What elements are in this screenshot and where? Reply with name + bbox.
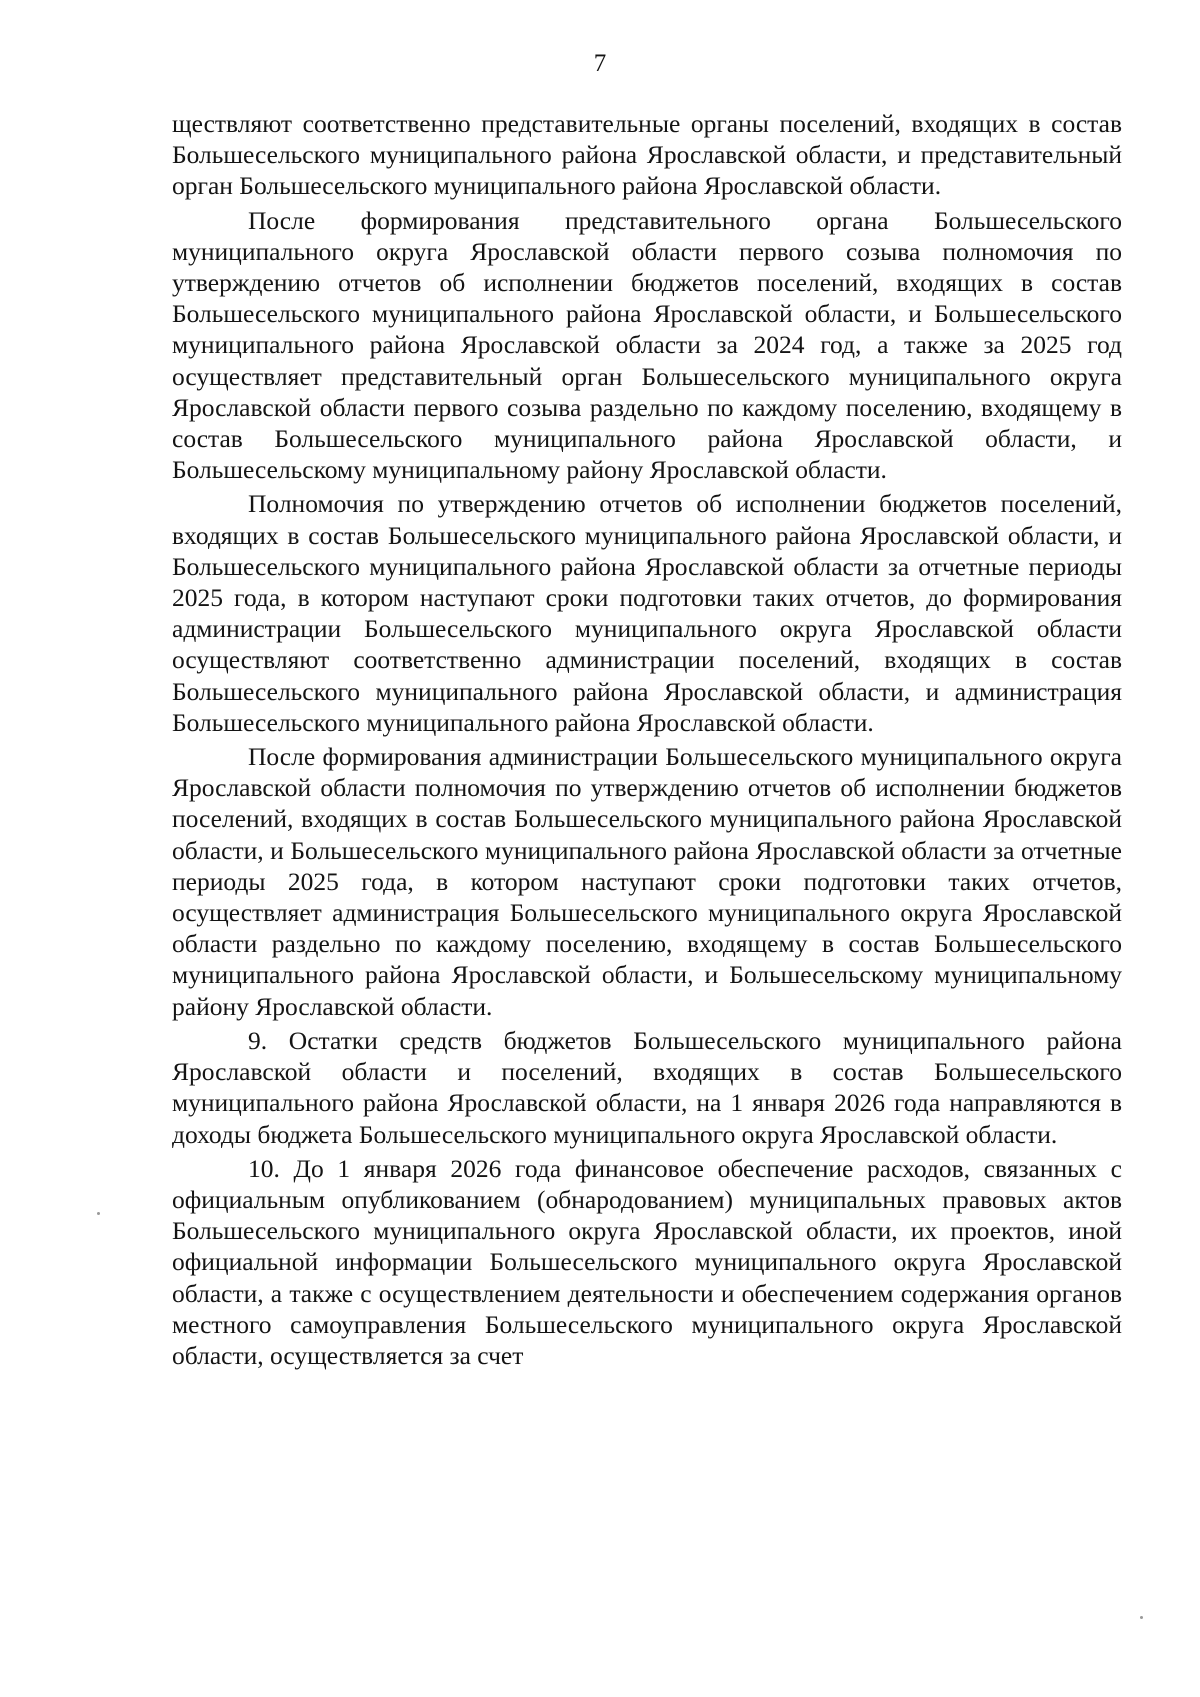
paragraph-item-10: 10. До 1 января 2026 года финансовое обеспечение расходов, связанных с официальным опубликованием (обнародованием) муниципальных правовых актов Большесельского муниципального округа Ярославской области, их проектов, иной официальной информации Большесельского муниципального округа Ярославской области, а также с осуществлением деятельности и обеспечением содержания органов местного самоуправления Большесельского муниципального округа Ярославской области, осуществляется за счет [172, 1153, 1122, 1370]
paragraph-administration-powers: Полномочия по утверждению отчетов об исполнении бюджетов поселений, входящих в состав Большесельского муниципального района Ярославской области, и Большесельского муниципального района Ярославской области за отчетные периоды 2025 года, в котором наступают сроки подготовки таких отчетов, до формирования администрации Большесельского муниципального округа Ярославской области осуществляют соответственно администрации поселений, входящих в состав Большесельского муниципального района Ярославской области, и администрация Большесельского муниципального района Ярославской области. [172, 489, 1122, 737]
page-number: 7 [593, 50, 607, 77]
document-body [172, 108, 1122, 1374]
paragraph-after-administration-formed: После формирования администрации Большесельского муниципального округа Ярославской области полномочия по утверждению отчетов об исполнении бюджетов поселений, входящих в состав Большесельского муниципального района Ярославской области, и Большесельского муниципального района Ярославской области за отчетные периоды 2025 года, в котором наступают сроки подготовки таких отчетов, осуществляет администрация Большесельского муниципального округа Ярославской области раздельно по каждому поселению, входящему в состав Большесельского муниципального района Ярославской области, и Большесельскому муниципальному району Ярославской области. [172, 742, 1122, 1021]
scan-artifact [1140, 1616, 1143, 1619]
paragraph-item-9: 9. Остатки средств бюджетов Большесельского муниципального района Ярославской области и поселений, входящих в состав Большесельского муниципального района Ярославской области, на 1 января 2026 года направляются в доходы бюджета Большесельского муниципального округа Ярославской области. [172, 1025, 1122, 1149]
scan-artifact [97, 1212, 100, 1215]
paragraph-continuation: ществляют соответственно представительные органы поселений, входящих в состав Большесельского муниципального района Ярославской области, и представительный орган Большесельского муниципального района Ярославской области. [172, 109, 1122, 201]
paragraph-representative-organ: После формирования представительного органа Большесельского муниципального округа Ярославской области первого созыва полномочия по утверждению отчетов об исполнении бюджетов поселений, входящих в состав Большесельского муниципального района Ярославской области, и Большесельского муниципального района Ярославской области за 2024 год, а также за 2025 год осуществляет представительный орган Большесельского муниципального округа Ярославской области первого созыва раздельно по каждому поселению, входящему в состав Большесельского муниципального района Ярославской области, и Большесельскому муниципальному району Ярославской области. [172, 205, 1122, 485]
